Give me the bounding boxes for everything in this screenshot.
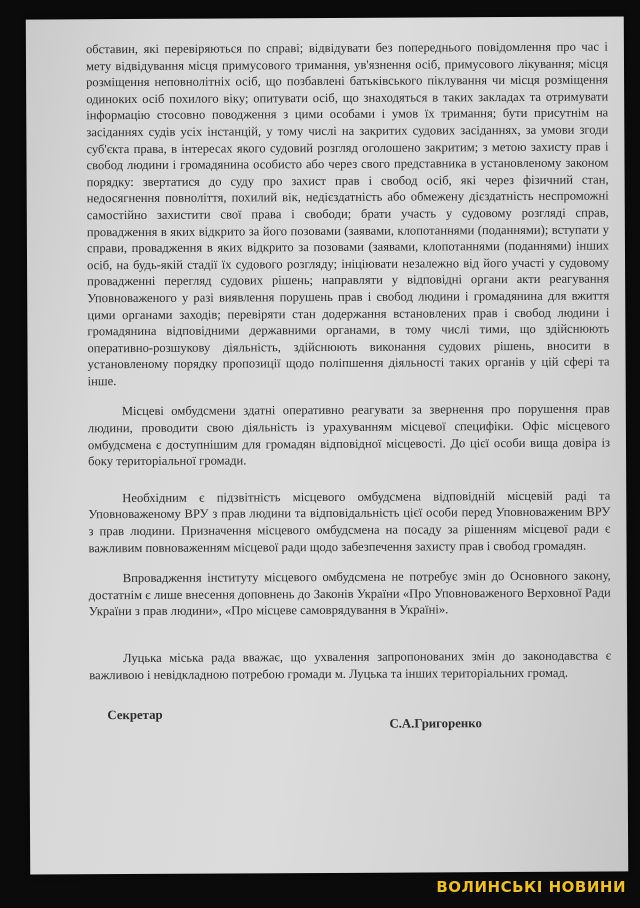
paper-sheet [26, 16, 628, 874]
document-body [86, 39, 612, 748]
paragraph-local-ombudsman-benefits: Місцеві омбудсмени здатні оперативно реагувати за звернення про порушення прав людини, проводити свою діяльність із урахуванням місцевої специфіки. Офіс місцевого омбудсмена є доступнішим для громадян відповідної місцевості. До цієї особи вища довіра із боку територіальної громади. [87, 401, 611, 469]
signature-name: С.А.Григоренко [389, 716, 482, 731]
watermark-logo: ВОЛИНСЬКІ НОВИНИ [436, 878, 626, 896]
signature-position: Секретар [107, 708, 163, 723]
paragraph-accountability: Необхідним є підзвітність місцевого омбудсмена відповідній місцевій раді та Уповноваженому ВРУ з прав людини та відповідальність цієї особи перед Уповноваженим ВРУ з прав людини. Призначення місцевого омбудсмена на посаду за рішенням місцевої ради є важливим повноваженням місцевої ради щодо забезпечення захисту прав і свобод громадян. [88, 488, 611, 555]
paragraph-ombudsman-powers: обставин, які перевіряються по справі; відвідувати без попереднього повідомлення про час і мету відвідування місця примусового тримання, ув'язнення осіб, примусового лікування; місця розміщення неповнолітніх осіб, що позбавлені батьківського піклування чи місця розміщення одиноких осіб похилого віку; опитувати осіб, що знаходяться в таких закладах та отримувати інформацію стосовно поводження з цими особами і умов їх тримання; бути присутнім на засіданнях судів усіх інстанцій, у тому числі на закритих судових засіданнях, за умови згоди суб'єкта права, в інтересах якого судовий розгляд оголошено закритим; з метою захисту прав і свобод людини і громадянина особисто або через свого представника в установленому законом порядку: звертатися до суду про захист прав і свобод осіб, які через фізичний стан, недосягнення повноліття, похилий вік, недієздатність або обмежену дієздатність неспроможні самостійно захистити свої права і свободи; брати участь у судовому розгляді справ, провадження в яких відкрито за його позовами (заявами, клопотаннями (поданнями); вступати у справи, провадження в яких відкрито за позовами (заявами, клопотаннями (поданнями) інших осіб, на будь-якій стадії їх судового розгляду; ініціювати незалежно від його участі у судовому провадженні перегляд судових рішень; направляти у відповідні органи акти реагування Уповноваженого у разі виявлення порушень прав і свобод людини і громадянина для вжиття цими органами заходів; перевіряти стан додержання встановлених прав і свобод людини і громадянина відповідними державними органами, в тому числі тими, що здійснюють оперативно-розшукову діяльність, здійснюють виконання судових рішень, вносити в установленому порядку пропозиції щодо поліпшення діяльності таких органів у цій сфері та інше. [85, 39, 610, 389]
paragraph-legislation: Впровадження інституту місцевого омбудсмена не потребує змін до Основного закону, достатнім є лише внесення доповнень до Законів України «Про Уповноваженого Верховної Ради України з прав людини», «Про місцеве самоврядування в Україні». [88, 568, 611, 619]
signature-block [89, 705, 611, 748]
paragraph-city-council-position: Луцька міська рада вважає, що ухвалення запропонованих змін до законодавства є важливою і невідкладною потребою громади м. Луцька та інших територіальних громад. [89, 648, 612, 682]
